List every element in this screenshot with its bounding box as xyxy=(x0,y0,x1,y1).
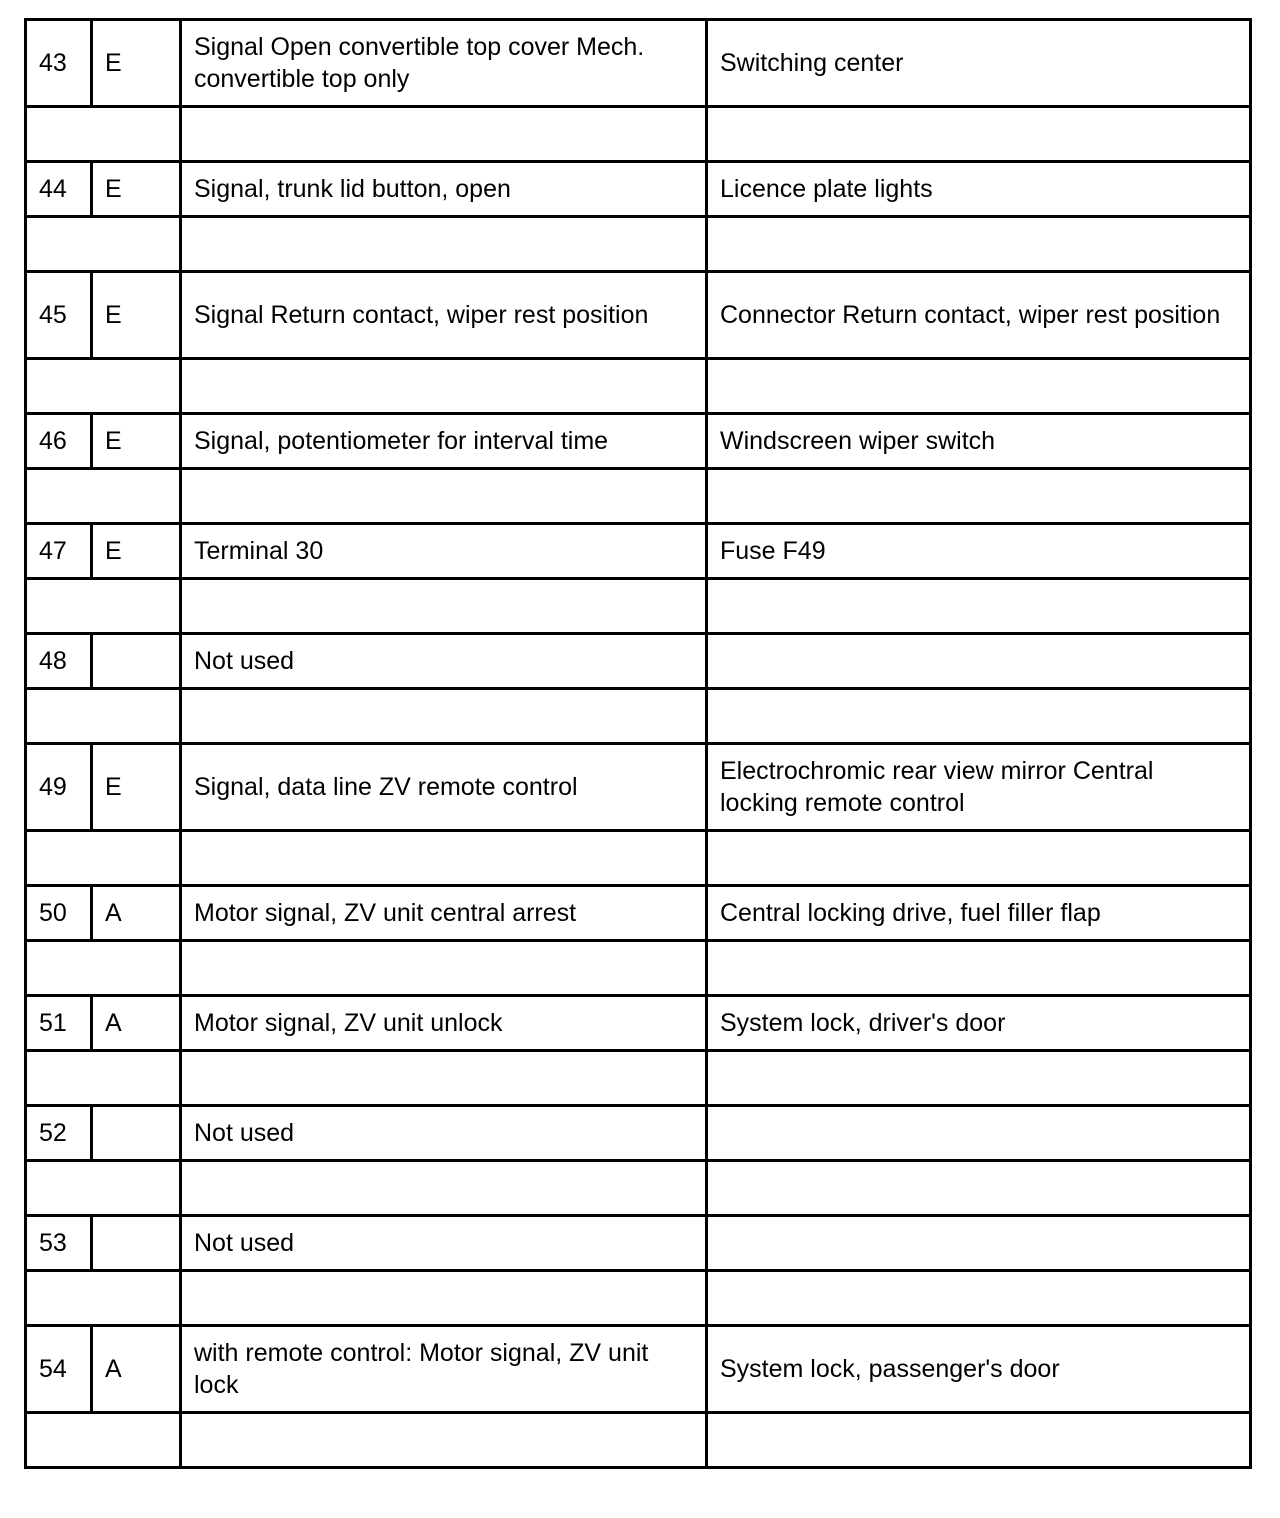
spacer-row xyxy=(26,831,1251,886)
pin-number: 49 xyxy=(26,744,92,831)
table-row xyxy=(26,1216,1251,1271)
signal-description: with remote control: Motor signal, ZV unit lock xyxy=(181,1326,707,1413)
direction xyxy=(92,634,181,689)
destination: Licence plate lights xyxy=(707,162,1251,217)
destination: Fuse F49 xyxy=(707,524,1251,579)
direction: A xyxy=(92,996,181,1051)
pin-number: 46 xyxy=(26,414,92,469)
destination: Windscreen wiper switch xyxy=(707,414,1251,469)
destination: Connector Return contact, wiper rest position xyxy=(707,272,1251,359)
direction: A xyxy=(92,1326,181,1413)
spacer-row xyxy=(26,1413,1251,1468)
table-row xyxy=(26,634,1251,689)
signal-description: Not used xyxy=(181,1106,707,1161)
pin-number: 47 xyxy=(26,524,92,579)
pin-number: 54 xyxy=(26,1326,92,1413)
destination: System lock, passenger's door xyxy=(707,1326,1251,1413)
spacer-row xyxy=(26,469,1251,524)
table-row xyxy=(26,162,1251,217)
table-row xyxy=(26,414,1251,469)
direction: E xyxy=(92,414,181,469)
table-row xyxy=(26,744,1251,831)
direction: E xyxy=(92,744,181,831)
direction: E xyxy=(92,162,181,217)
destination xyxy=(707,1106,1251,1161)
destination: Electrochromic rear view mirror Central locking remote control xyxy=(707,744,1251,831)
destination: Central locking drive, fuel filler flap xyxy=(707,886,1251,941)
signal-description: Signal Return contact, wiper rest position xyxy=(181,272,707,359)
direction: E xyxy=(92,524,181,579)
signal-description: Motor signal, ZV unit unlock xyxy=(181,996,707,1051)
pin-number: 48 xyxy=(26,634,92,689)
pin-number: 44 xyxy=(26,162,92,217)
table-row xyxy=(26,1326,1251,1413)
signal-description: Signal Open convertible top cover Mech. convertible top only xyxy=(181,20,707,107)
table-row xyxy=(26,886,1251,941)
pin-assignment-table xyxy=(24,18,1252,1469)
signal-description: Not used xyxy=(181,1216,707,1271)
pin-number: 52 xyxy=(26,1106,92,1161)
spacer-row xyxy=(26,941,1251,996)
spacer-row xyxy=(26,359,1251,414)
spacer-row xyxy=(26,689,1251,744)
pin-number: 50 xyxy=(26,886,92,941)
table-row xyxy=(26,1106,1251,1161)
table-row xyxy=(26,272,1251,359)
destination: Switching center xyxy=(707,20,1251,107)
pin-number: 43 xyxy=(26,20,92,107)
direction: A xyxy=(92,886,181,941)
signal-description: Signal, potentiometer for interval time xyxy=(181,414,707,469)
destination xyxy=(707,634,1251,689)
signal-description: Motor signal, ZV unit central arrest xyxy=(181,886,707,941)
signal-description: Signal, data line ZV remote control xyxy=(181,744,707,831)
signal-description: Terminal 30 xyxy=(181,524,707,579)
table-row xyxy=(26,20,1251,107)
spacer-row xyxy=(26,1271,1251,1326)
spacer-row xyxy=(26,1161,1251,1216)
pin-number: 51 xyxy=(26,996,92,1051)
spacer-row xyxy=(26,107,1251,162)
table-row xyxy=(26,996,1251,1051)
spacer-row xyxy=(26,217,1251,272)
pin-number: 45 xyxy=(26,272,92,359)
spacer-row xyxy=(26,579,1251,634)
direction xyxy=(92,1106,181,1161)
table-row xyxy=(26,524,1251,579)
spacer-row xyxy=(26,1051,1251,1106)
signal-description: Not used xyxy=(181,634,707,689)
direction xyxy=(92,1216,181,1271)
pin-number: 53 xyxy=(26,1216,92,1271)
direction: E xyxy=(92,272,181,359)
direction: E xyxy=(92,20,181,107)
destination: System lock, driver's door xyxy=(707,996,1251,1051)
destination xyxy=(707,1216,1251,1271)
signal-description: Signal, trunk lid button, open xyxy=(181,162,707,217)
